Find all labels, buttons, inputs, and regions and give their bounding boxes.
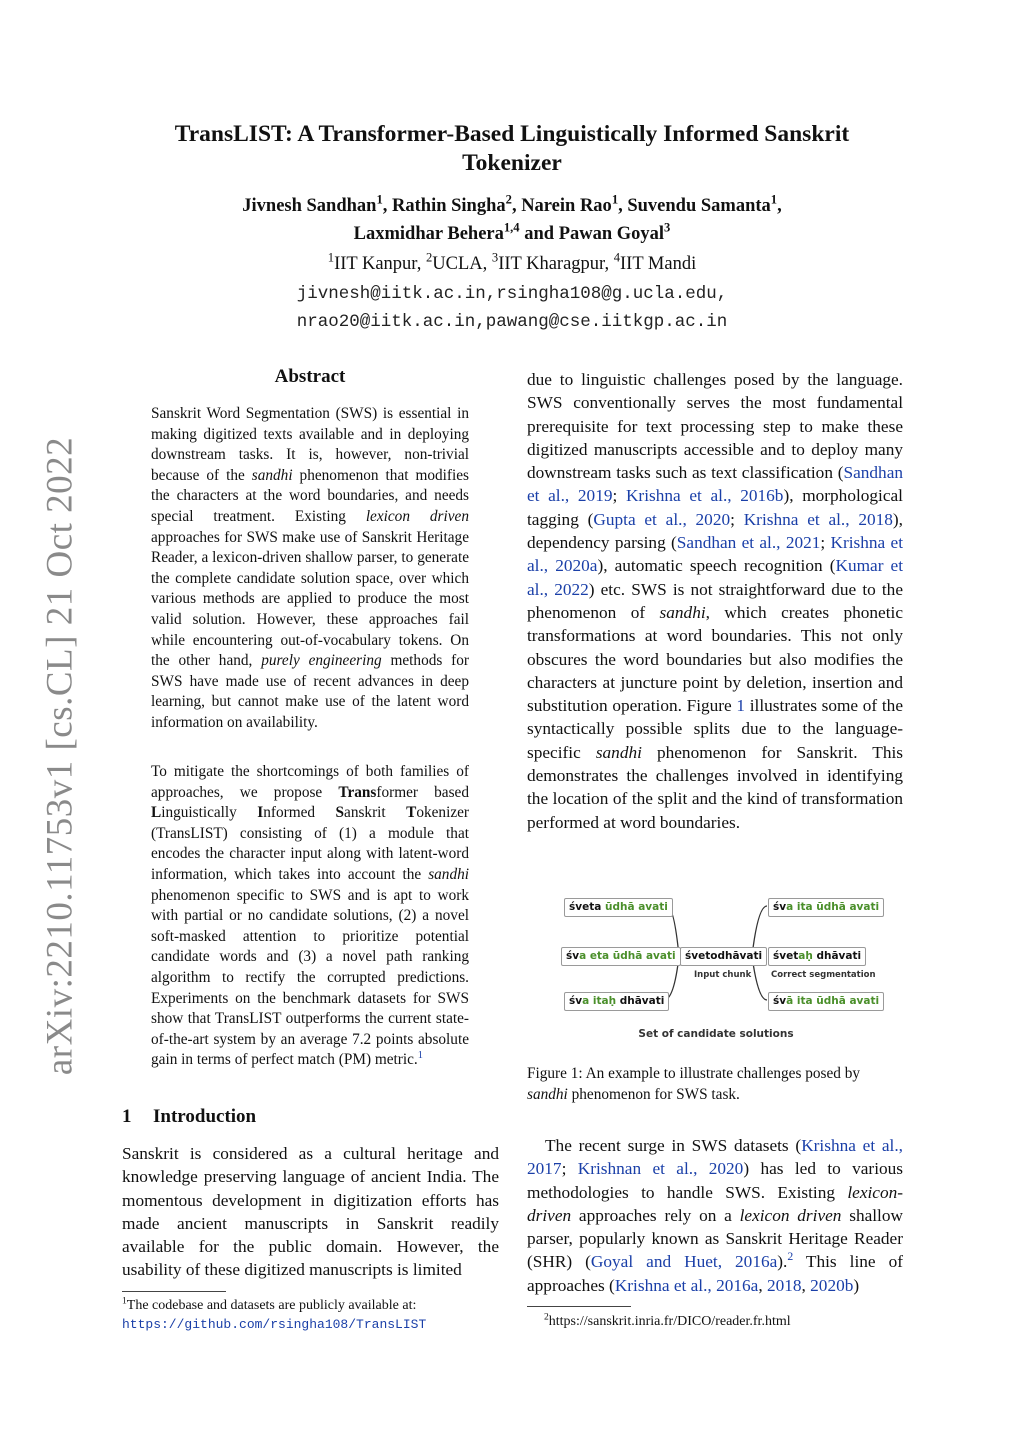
citation-link[interactable]: Kumar et al., 2022: [527, 556, 904, 599]
affil-name: UCLA,: [432, 254, 488, 274]
figure-link[interactable]: 1: [736, 696, 746, 716]
author-name: Jivnesh Sandhan: [242, 196, 377, 216]
citation-link[interactable]: Krishnan et al., 2020: [577, 1159, 744, 1179]
footnote-link[interactable]: 1: [417, 1050, 423, 1062]
author-name: Pawan Goyal: [558, 224, 665, 244]
candidate-solution-box: śvā ita ūdhā avati: [768, 992, 884, 1011]
affil-mark: 1: [327, 250, 335, 265]
citation-link[interactable]: 2020b: [810, 1275, 854, 1295]
author-name: Rathin Singha: [392, 196, 506, 216]
affil-mark: 2: [425, 250, 433, 265]
body-paragraph: due to linguistic challenges posed by the language. SWS conventionally serves the most fundamental prerequisite for text processing step to make these digitized manuscripts accessible and to deploy many downstream tasks such as text classification (Sandhan et al., 2019; Krishna et al., 2016b), morphological tagging (Gupta et al., 2020; Krishna et al., 2018), dependency parsing (Sandhan et al., 2021; Krishna et al., 2020a), automatic speech recognition (Kumar et al., 2022) etc. SWS is not straightforward due to the phenomenon of sandhi, which creates phonetic transformations at word boundaries. This not only obscures the word boundaries but also modifies the characters at juncture point by deletion, insertion and substitution operation. Figure 1 illustrates some of the syntactically possible splits due to the language-specific sandhi phenomenon for Sanskrit. This demonstrates the challenges involved in identifying the location of the split and the kind of transformation performed at word boundaries.: [527, 370, 904, 832]
candidate-set-label: Set of candidate solutions: [638, 1028, 794, 1040]
citation-link[interactable]: Krishna et al., 2018: [743, 509, 893, 529]
intro-paragraph: Sanskrit is considered as a cultural heritage and knowledge preserving language of ancient India. The momentous development in digitization efforts has made ancient manuscripts in Sanskrit readily available for the public domain. However, the usability of these digitized manuscripts is limited: [122, 1144, 499, 1280]
candidate-solution-box: śva eta ūdhā avati: [561, 947, 681, 966]
email-line[interactable]: jivnesh@iitk.ac.in,rsingha108@g.ucla.edu,: [296, 284, 728, 304]
footnote-divider: [122, 1291, 226, 1292]
body-paragraph: The recent surge in SWS datasets (Krishna et al., 2017; Krishnan et al., 2020) has led to various methodologies to handle SWS. Existing lexicon-driven approaches rely on a lexicon driven shallow parser, popularly known as Sanskrit Heritage Reader (SHR) (Goyal and Huet, 2016a).$^2$ This line of approaches (Krishna et al., 2016a, 2018, 2020b): [527, 1136, 903, 1295]
candidate-solution-box: śveta ūdhā avati: [564, 898, 673, 917]
author-affil-mark: 3: [664, 220, 671, 235]
repository-link[interactable]: https://github.com/rsingha108/TransLIST: [122, 1317, 427, 1332]
author-conjunction: and: [524, 224, 555, 244]
section-heading-introduction: 1 Introduction: [122, 1106, 257, 1127]
author-name: Laxmidhar Behera: [353, 224, 504, 244]
correct-segmentation-label: Correct segmentation: [771, 970, 876, 980]
arxiv-stamp: arXiv:2210.11753v1 [cs.CL] 21 Oct 2022: [39, 436, 81, 1076]
author-name: Narein Rao: [521, 196, 612, 216]
abstract-heading: Abstract: [274, 366, 346, 387]
correct-segmentation-box: śvetaḥ dhāvati: [768, 947, 866, 966]
citation-link[interactable]: Sandhan et al., 2019: [527, 463, 903, 506]
affil-name: IIT Mandi: [620, 254, 697, 274]
author-affil-mark: 1: [770, 192, 778, 207]
affil-name: IIT Kanpur,: [334, 254, 422, 274]
author-affil-mark: 1,4: [503, 220, 520, 235]
affiliations: [130, 251, 894, 277]
author-emails: [130, 280, 894, 336]
footnote-2: $^2$https://sanskrit.inria.fr/DICO/reader.fr.html: [544, 1312, 791, 1329]
citation-link[interactable]: Krishna et al., 2017: [527, 1136, 903, 1179]
abstract-paragraph: To mitigate the shortcomings of both families of approaches, we propose Transformer based Linguistically Informed Sanskrit Tokenizer (TransLIST) consisting of (1) a module that encodes the character input along with latent-word information, which takes into account the sandhi phenomenon specific to SWS and is apt to work with partial or no candidate solutions, (2) a novel soft-masked attention to prioritize potential candidate words and (3) a novel path ranking algorithm to rectify the corrupted predictions. Experiments on the benchmark datasets for SWS show that TransLIST outperforms the current state-of-the-art system by an average 7.2 points absolute gain in terms of perfect match (PM) metric.$^1$: [151, 763, 469, 1069]
author-affil-mark: 1: [376, 192, 383, 207]
author-name: Suvendu Samanta: [627, 196, 771, 216]
footnote-1: $^1$The codebase and datasets are publicly available at: https://github.com/rsingha108/TransLIST: [122, 1296, 427, 1332]
input-chunk-box: śvetodhāvati: [680, 947, 767, 966]
footnote-divider: [527, 1306, 631, 1307]
email-line[interactable]: nrao20@iitk.ac.in,pawang@cse.iitkgp.ac.in: [296, 312, 728, 332]
citation-link[interactable]: Gupta et al., 2020: [593, 509, 731, 529]
affil-mark: 3: [491, 250, 499, 265]
affil-mark: 4: [613, 250, 621, 265]
citation-link[interactable]: Krishna et al., 2016a: [614, 1275, 759, 1295]
author-affil-mark: 1: [611, 192, 619, 207]
citation-link[interactable]: Goyal and Huet, 2016a: [590, 1252, 778, 1272]
citation-link[interactable]: Sandhan et al., 2021: [676, 533, 821, 553]
citation-link[interactable]: Krishna et al., 2016b: [625, 486, 784, 506]
figure-caption: Figure 1: An example to illustrate challenges posed by sandhi phenomenon for SWS task.: [527, 1065, 861, 1103]
candidate-solution-box: śva itaḥ dhāvati: [564, 992, 669, 1011]
author-list: Jivnesh Sandhan$^1$, Rathin Singha$^2$, Narein Rao$^1$, Suvendu Samanta$^1$, Laxmidhar Behera$^{1,4}$ and Pawan Goyal$^3$: [242, 192, 782, 244]
paper-title: TransLIST: A Transformer-Based Linguistically Informed Sanskrit Tokenizer: [174, 121, 850, 176]
author-affil-mark: 2: [505, 192, 512, 207]
affil-name: IIT Kharagpur,: [498, 254, 610, 274]
reader-link[interactable]: https://sanskrit.inria.fr/DICO/reader.fr.html: [548, 1314, 791, 1329]
input-chunk-label: Input chunk: [694, 970, 752, 980]
footnote-link[interactable]: 2: [787, 1250, 794, 1264]
candidate-solution-box: śva ita ūdhā avati: [768, 898, 884, 917]
citation-link[interactable]: 2018: [766, 1275, 802, 1295]
abstract-paragraph: Sanskrit Word Segmentation (SWS) is essential in making digitized texts available and in deploying downstream tasks. It is, however, non-trivial because of the sandhi phenomenon that modifies the characters at the word boundaries, and needs special treatment. Existing lexicon driven approaches for SWS make use of Sanskrit Heritage Reader, a lexicon-driven shallow parser, to generate the complete candidate solution space, over which various methods are applied to produce the most valid solution. However, these approaches fail while encountering out-of-vocabulary tokens. On the other hand, purely engineering methods for SWS have made use of recent advances in deep learning, but cannot make use of the latent word information on availability.: [151, 405, 469, 731]
figure-1: [556, 888, 880, 1048]
citation-link[interactable]: Krishna et al., 2020a: [527, 533, 904, 576]
